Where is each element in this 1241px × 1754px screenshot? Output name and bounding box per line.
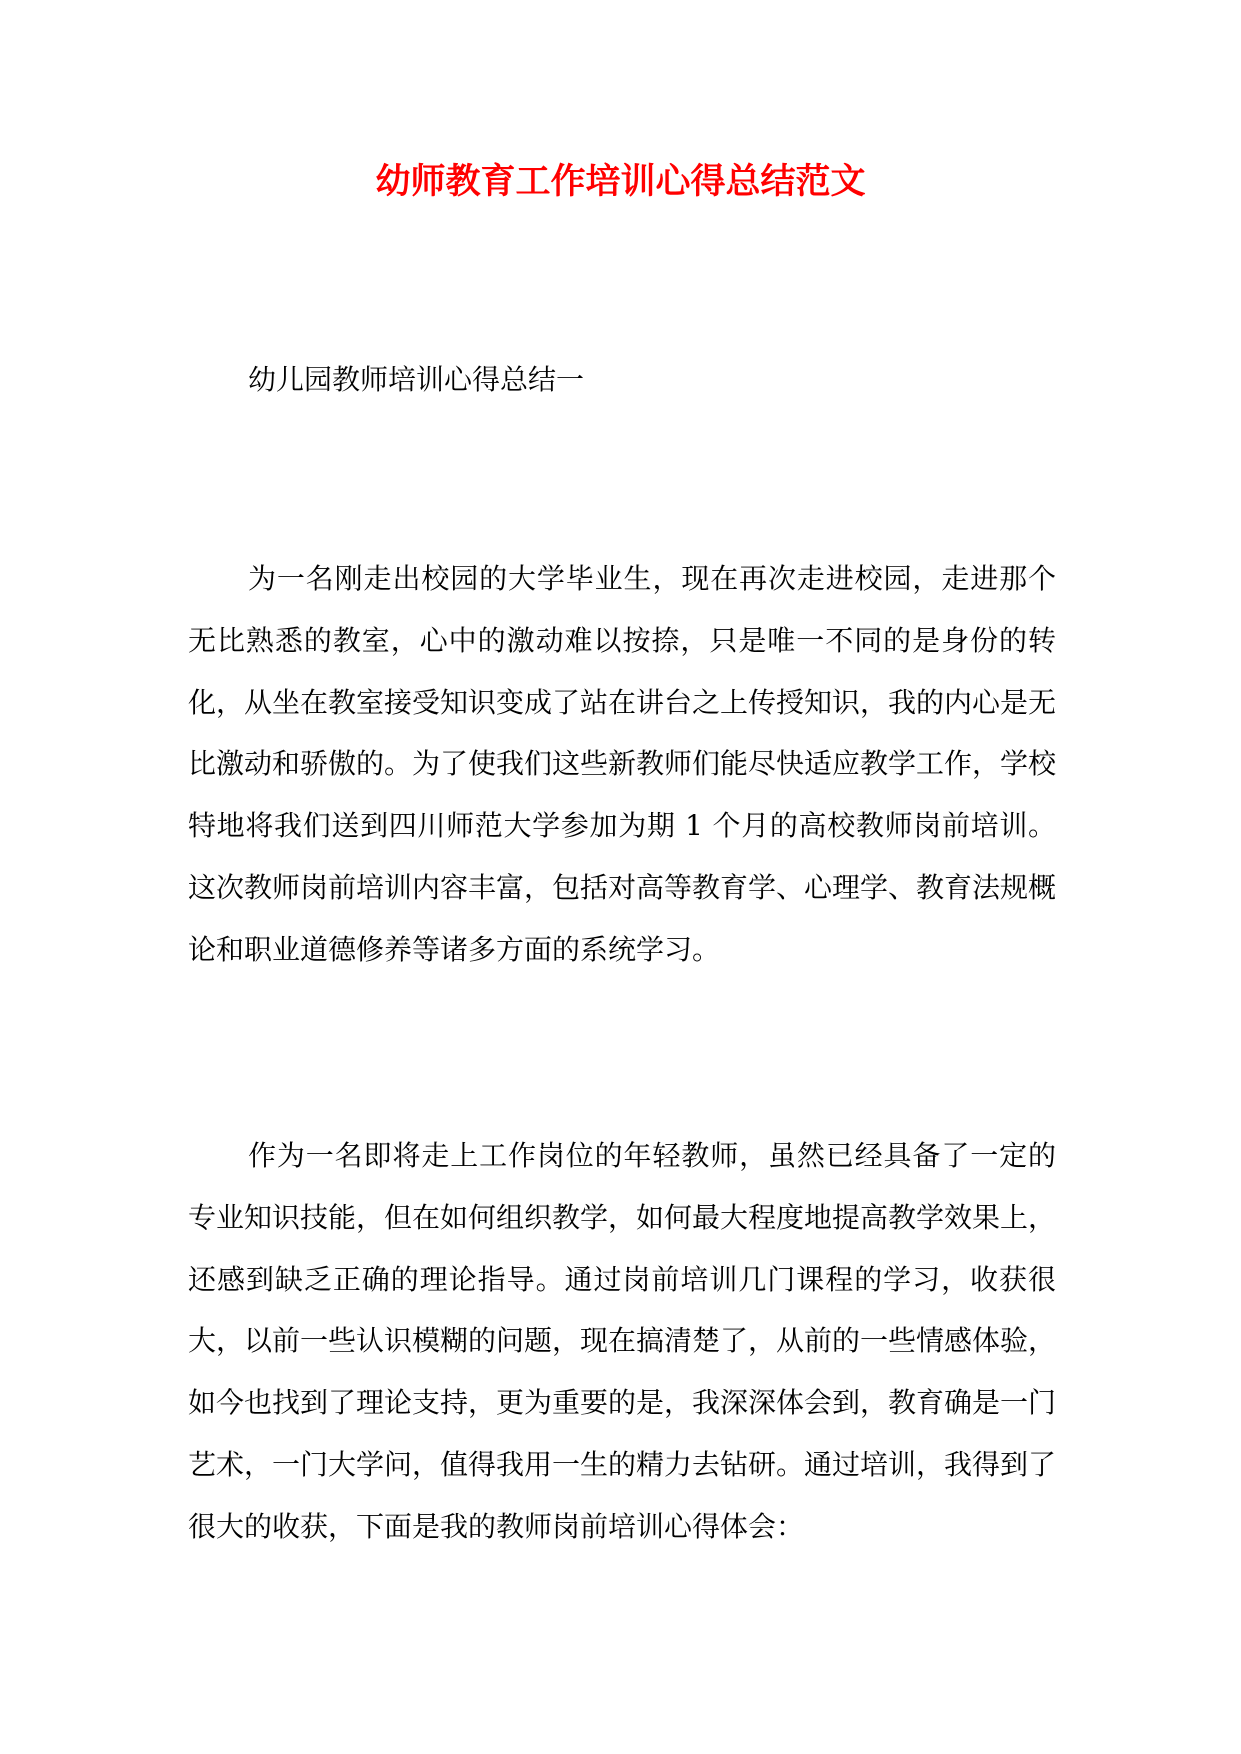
paragraph-1: 为一名刚走出校园的大学毕业生，现在再次走进校园，走进那个无比熟悉的教室，心中的激动难以按捺，只是唯一不同的是身份的转化，从坐在教室接受知识变成了站在讲台之上传授知识，我的内心是无比激动和骄傲的。为了使我们这些新教师们能尽快适应教学工作，学校特地将我们送到四川师范大学参加为期 1 个月的高校教师岗前培训。这次教师岗前培训内容丰富，包括对高等教育学、心理学、教育法规概论和职业道德修养等诸多方面的系统学习。 xyxy=(188,562,1057,966)
paragraph-2: 作为一名即将走上工作岗位的年轻教师，虽然已经具备了一定的专业知识技能，但在如何组织教学，如何最大程度地提高教学效果上，还感到缺乏正确的理论指导。通过岗前培训几门课程的学习，收获很大，以前一些认识模糊的问题，现在搞清楚了，从前的一些情感体验，如今也找到了理论支持，更为重要的是，我深深体会到，教育确是一门艺术，一门大学问，值得我用一生的精力去钻研。通过培训，我得到了很大的收获，下面是我的教师岗前培训心得体会： xyxy=(188,1139,1057,1543)
document-title: 幼师教育工作培训心得总结范文 xyxy=(375,161,866,202)
section-heading: 幼儿园教师培训心得总结一 xyxy=(248,363,585,396)
